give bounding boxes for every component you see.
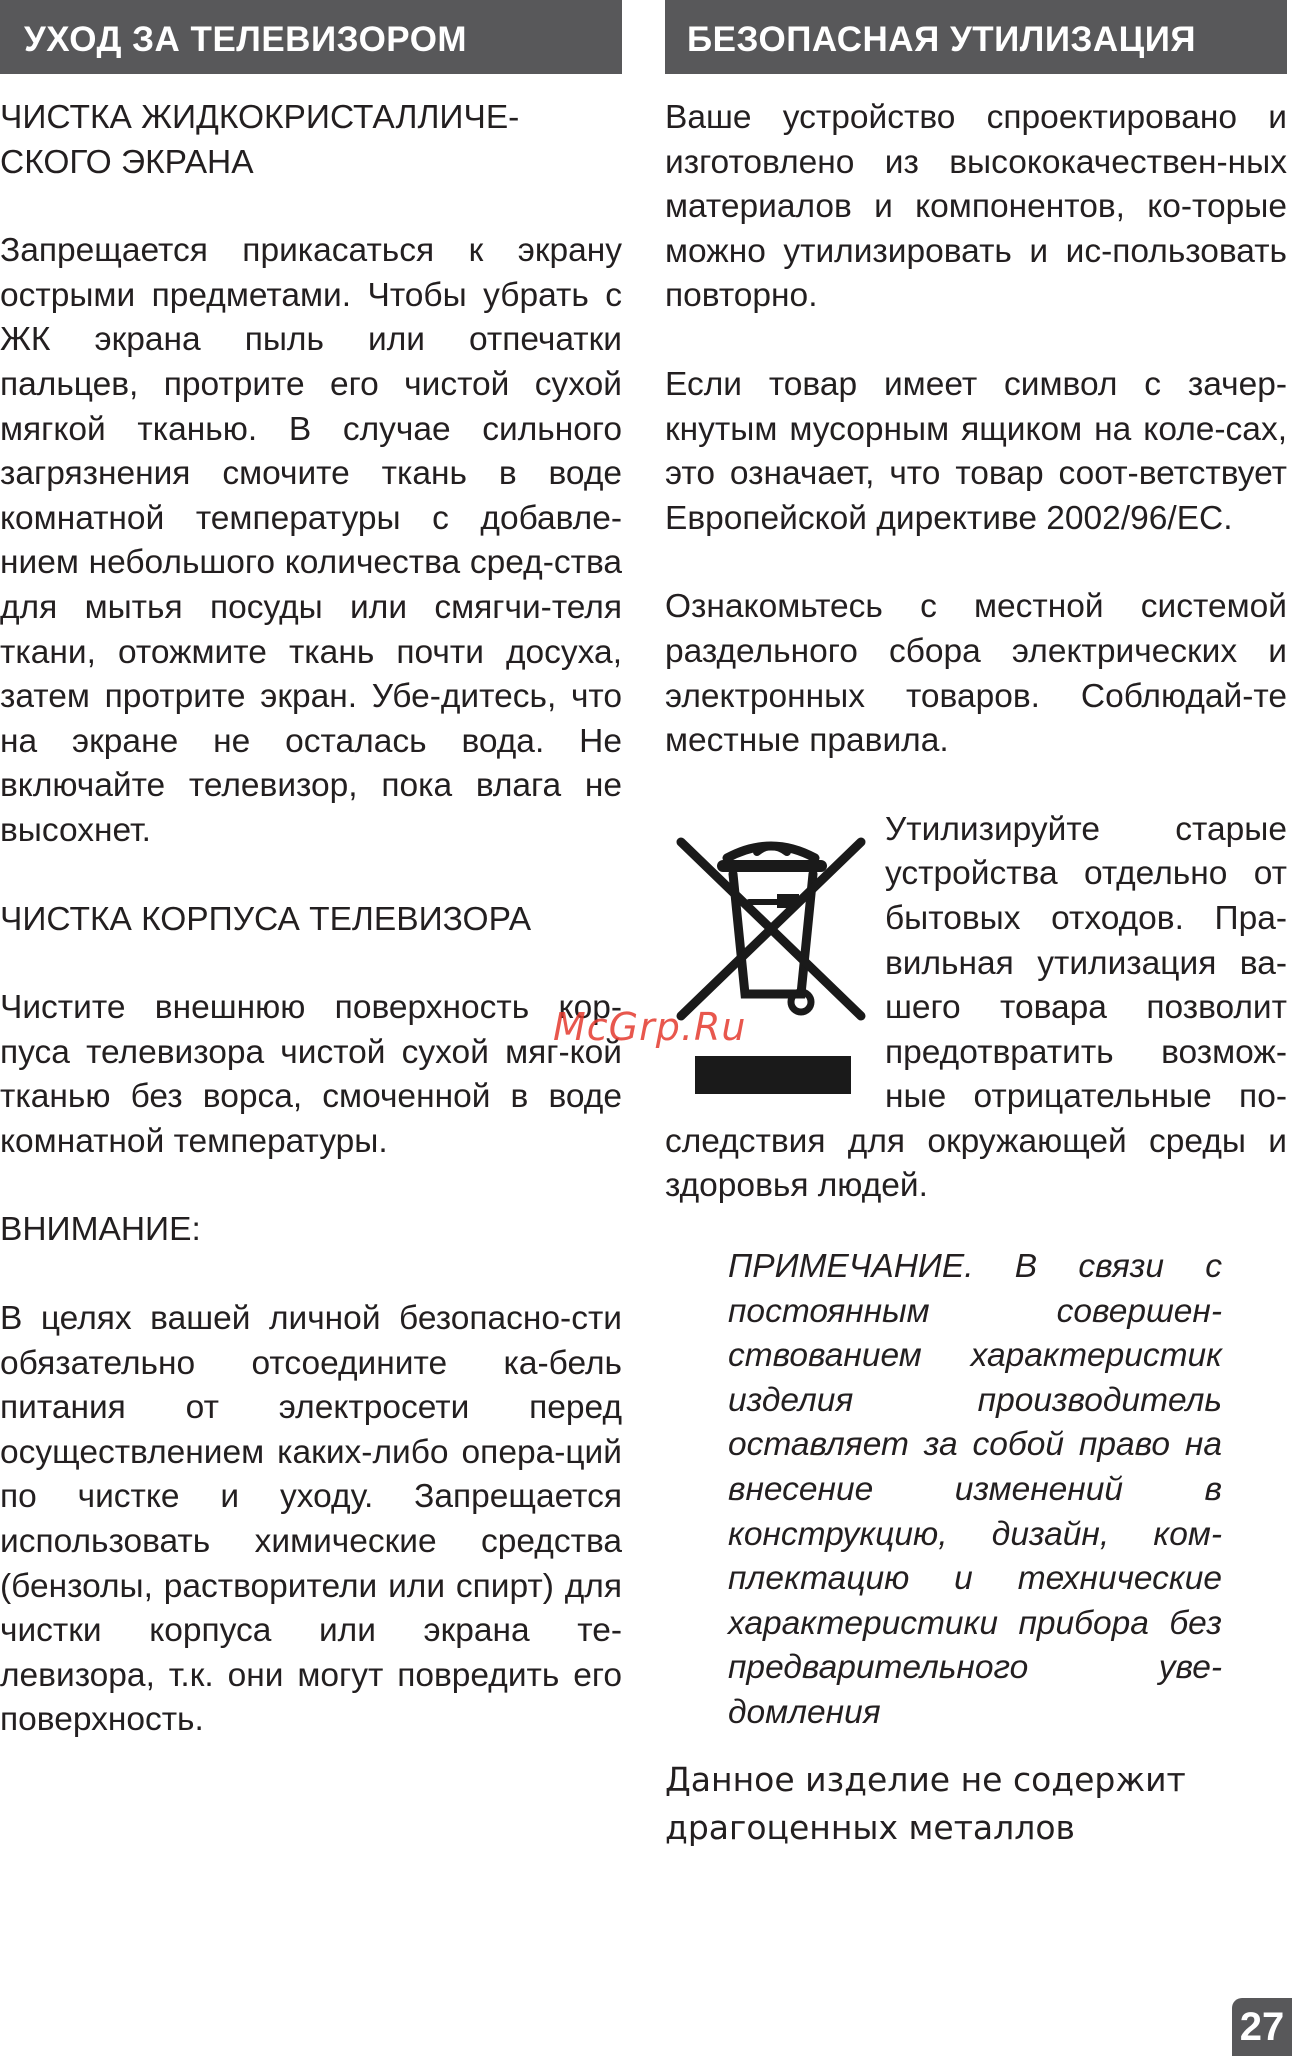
disposal-paragraph-4: Утилизируйте старые устройства отдельно от бытовых отходов. Пра-вильная утилизация ва-шего товара позволит предотвратить возмож-ные отрицательные по-следствия для окружающей среды и здоровья людей. <box>665 810 1287 1205</box>
lcd-cleaning-heading-line-1: ЧИСТКА ЖИДКОКРИСТАЛЛИЧЕ- <box>0 99 520 136</box>
crossed-out-wheelie-bin-icon <box>665 816 877 1106</box>
lcd-cleaning-heading-line-2: СКОГО ЭКРАНА <box>0 143 254 181</box>
disposal-paragraph-3: Ознакомьтесь с местной системой раздельного сбора электрических и электронных товаров. Соблюдай-те местные правила. <box>665 588 1287 760</box>
precious-metals-line-1: Данное изделие не содержит <box>665 1759 1186 1799</box>
disposal-header: БЕЗОПАСНАЯ УТИЛИЗАЦИЯ <box>665 0 1287 74</box>
page-number: 27 <box>1232 1998 1292 2056</box>
disposal-paragraph-1: Ваше устройство спроектировано и изготовлено из высококачествен-ных материалов и компонентов, ко-торые можно утилизировать и ис-пользовать повторно. <box>665 99 1287 315</box>
note-text: ПРИМЕЧАНИЕ. В связи с постоянным совершен-ствованием характеристик изделия производитель оставляет за собой право на внесение изменений в конструкцию, дизайн, ком-плектацию и технические характеристики прибора без предварительного уве-домления <box>728 1248 1222 1731</box>
right-column <box>665 0 1287 1852</box>
disposal-paragraph-2: Если товар имеет символ с зачер-кнутым мусорным ящиком на коле-сах, это означает, что товар соот-ветствует Европейской директиве 2002/96/ЕС. <box>665 365 1287 537</box>
disposal-body <box>665 74 1287 1852</box>
warning-text: В целях вашей личной безопасно-сти обязательно отсоедините ка-бель питания от электросети перед осуществлением каких-либо опера-ций по чистке и уходу. Запрещается использовать химические средства (бензолы, растворители или спирт) для чистки корпуса или экрана те-левизора, т.к. они могут повредить его поверхность. <box>0 1300 622 1739</box>
recycle-block <box>665 808 1287 1209</box>
left-column <box>0 0 622 1743</box>
warning-heading: ВНИМАНИЕ: <box>0 1211 201 1249</box>
precious-metals-line-2: драгоценных металлов <box>665 1807 1075 1847</box>
precious-metals-text <box>665 1756 1287 1852</box>
case-cleaning-text: Чистите внешнюю поверхность кор-пуса телевизора чистой сухой мяг-кой тканью без ворса, смоченной в воде комнатной температуры. <box>0 989 622 1160</box>
lcd-cleaning-text: Запрещается прикасаться к экрану острыми предметами. Чтобы убрать с ЖК экрана пыль или отпечатки пальцев, протрите его чистой сухой мягкой тканью. В случае сильного загрязнения смочите ткань в воде комнатной температуры с добавле-нием небольшого количества сред-ства для мытья посуды или смягчи-теля ткани, отожмите ткань почти досуха, затем протрите экран. Убе-дитесь, что на экране не осталась вода. Не включайте телевизор, пока влага не высохнет. <box>0 232 622 849</box>
watermark: McGrp.Ru <box>553 1005 747 1049</box>
tv-care-header: УХОД ЗА ТЕЛЕВИЗОРОМ <box>0 0 622 74</box>
tv-care-body <box>0 74 622 1743</box>
case-cleaning-heading: ЧИСТКА КОРПУСА ТЕЛЕВИЗОРА <box>0 900 532 938</box>
lcd-cleaning-heading <box>0 96 622 185</box>
